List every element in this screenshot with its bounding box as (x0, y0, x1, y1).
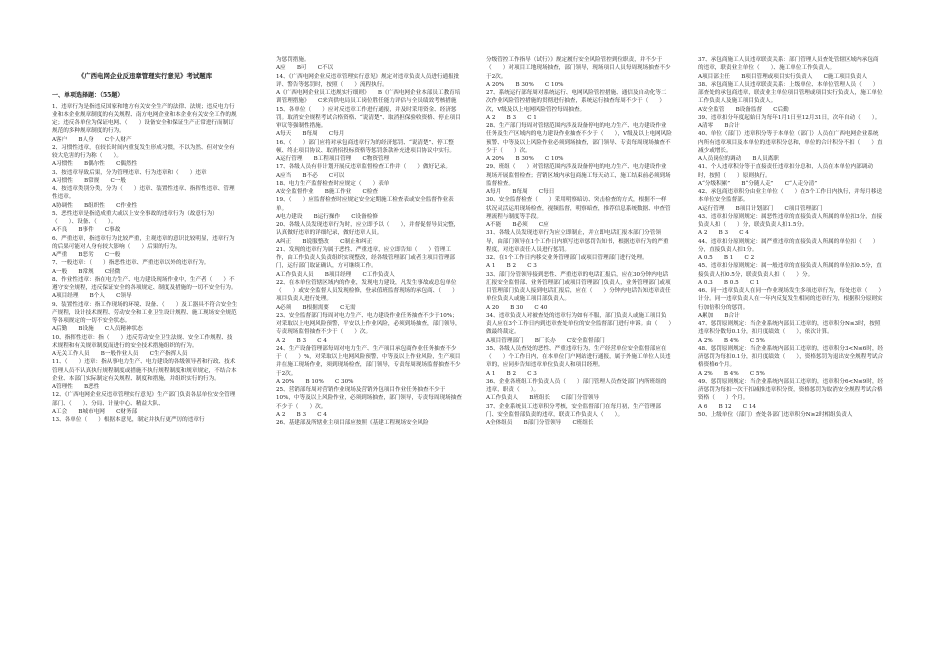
question-text: 47、惩罚原则规定：当企业系统内部员工违章的，违章积分N≤3时，按照违章积分数每0.1分，扣月度绩效（ ），依次计算。 (698, 321, 881, 336)
question-text: 22、在本单位管辖区域内的作业，发现电力建设，凡发生事故或总包单位（ ）或安全监督人员发现检修，登录值班监督现场的承包商、（ ）项目负责人进行处理。 (276, 279, 458, 303)
answer-options: A应 B可 C不以 (276, 65, 334, 72)
question-text: 分级管控工作指导（试行）》规定履行安全风险管控到位职责，并不少于（ ）对项目工地现场抽查，部门领导，现场项目人员每周现场抽查不少于2次。 (486, 57, 671, 80)
question-text: 27、系统运行部每周对系统运行、电网风险管控措施、通信及自动化等二次作业风险管控措施的贯彻进行抽查，系统运行抽查每周不少于（ ）次，V级及以上电网风险管控每周抽查。 (486, 90, 667, 113)
answer-options: A 6 B 12 C 14 (698, 403, 756, 410)
answer-options: A 20% B 30% C 10% (486, 156, 564, 162)
answer-options: A不良 B事件 C事故 (52, 227, 121, 234)
answer-options: A 1 B 2 C 3 (486, 263, 537, 270)
question-text: 24、生产设备管理部每周对电力生产、生产项目承包商作业任务抽查不少于（ ）%，对采取以上电网风险预警，中等及以上作业风险，生产项目并在施工现场作业，须到现场检查，部门领导，专责每周现场监督抽查不少于2次。 (276, 345, 461, 377)
question-text: 18、电力生产监督检查时应规定（ ）表单 (276, 180, 390, 187)
answer-options: A项目部主任 B项目管理或项目实行负责人 C施工项目负责人 (698, 73, 868, 80)
answer-options: A 20 B 30 C 40 (486, 304, 548, 311)
question-text: 15、各单位（ ）应对反违章工作进行通报，并及时采用资金、经济惩罚。取消安全规程考试合格资格、“说清楚”、取消担保验收资格、停止项目审议等强制性措施。 (276, 106, 461, 129)
answer-options: A安全监管 B设备监督 C后勤 (698, 106, 789, 113)
question-text: 44、违章扣分原则规定：属严重违章的直接负责人所属的单位扣（ ）分，直接负责人扣1分。 (698, 238, 879, 253)
question-text: 46、同一违章负责人在同一作业现场发生多项违章行为，每处违章（ ）计分。同一违章负责人在一年内反复发生相同的违章行为，根据积分原则实行加倍积分的惩罚。 (698, 288, 883, 311)
question-text: 14、《广西电网企业反违章管理实行意见》规定对违章负责人员进行通报批评、警告等惩罚时，按照（ ）流程执行。 (276, 73, 460, 88)
answer-options: A不能 B必须 C应 (486, 222, 549, 228)
question-text: 43、违章扣分原则规定：属恶性违章的直接负责人所属的单位扣3分，直接负责人扣（ ）分，联责负责人扣1.5分。 (698, 213, 883, 228)
answer-options: A 20% B 30% C 10% (486, 81, 564, 88)
answer-options: A累加 B合计 (698, 312, 740, 319)
answer-options: A“分级积累” B“分随人走” C“人走分清” (698, 180, 818, 187)
column-4 (698, 56, 884, 419)
answer-options: A 2 B 3 C 4 (698, 230, 749, 237)
answer-options: A 2% B 4% C 5% (698, 370, 765, 377)
answer-options: A 0.3 B 0.5 C 1 (698, 279, 760, 286)
question-text: 30、安全监督检查（ ）采用明察暗访、突击检查的方式，根据不一样状况灵活运用现场检查，视频监督，明察暗查，推荐信息系统数据、申查管理流程与制度等手段。 (486, 197, 671, 220)
question-text: 8、作业性违章：指在电力生产、电力建设现场作业中，生产者（ ）不遵守安全规程，违反保证安全的各项规定、制度及措施的一切不安全行为。 (52, 276, 237, 291)
answer-options: A清零 B合计 (698, 123, 740, 129)
answer-options: A每天 B每周 C每月 (276, 131, 345, 138)
answer-options: A无关工作人员 B一般作业人员 C生产指挥人员 (52, 351, 188, 357)
question-text: 5、恶性违章是指造成重大或以上安全事故的违章行为（故意行为）（ ）、设备、（ ）。 (52, 210, 218, 225)
answer-options: A管理性 B恶性 (52, 384, 100, 390)
question-text: 42、承包商违章积分由业主单位（ ）在5个工作日内执行，并每月移送本单位安全监督部。 (698, 189, 883, 204)
answer-options: A项目管理部门 B厂长办 C安全监督部门 (486, 337, 605, 344)
question-text: 28、生产部门每周对管辖范围内涉及设备停电的电力生产、电力建设作业任务及生产区域内的电力建设作业抽查不少于（ ），V级及以上电网风险预警、中等及以上风险作业必须到场抽查，部门领导、专责每周现场抽查不少于（ ）次。 (486, 123, 672, 154)
answer-options: A电力建设 B运行操作 C设备检修 (276, 213, 378, 220)
answer-options: A应当 B不必 C可以 (276, 172, 345, 179)
column-1-content (52, 103, 238, 425)
question-text: 17、各级人员有非计划开展反违章监督检查工作并（ ）做好记录。 (276, 164, 451, 171)
question-text: 45、违章扣分原则规定：属一般违章的直接负责人所属的单位扣0.5分，直接负责人扣0.5分，联责负责人扣（ ）分。 (698, 263, 882, 278)
answer-options: A必须 B根据需要 C无需 (276, 304, 356, 311)
question-text: 9、装置性违章：指工作现场的环境、设备、（ ）及工器具不符合安全生产规程，设计技术规程、劳动安全和工业卫生设计规程、施工现场安全规范等各项规定的一切不安全状态。 (52, 301, 238, 324)
question-text: 31、各级人员发现违章行为应立即制止，并立即电话汇报本部门分管领导，由部门领导在1个工作日内填写违章惩罚告知书，根据违章行为的严重程度，对违章责任人员进行惩罚。 (486, 230, 669, 253)
question-text: 4、按违章类别分类，分为（ ）违章、装置性违章、指挥性违章、管理性违章。 (52, 186, 235, 201)
answer-options: A后勤 B设施 C人员精神状态 (52, 326, 143, 333)
answer-options: A习惯性 B常规 C一般 (52, 177, 126, 184)
answer-options: A《广西电网企业员工违规实行细则》 B《广西电网企业本部员工教育培训管理措施》 C来宾供电局员工岗位胜任能力评估与全员绩效考核措施 (276, 90, 461, 105)
answer-options: A严重 B恶劣 C一般 (52, 252, 121, 258)
answer-options: A人员岗位的调动 B人员离职 (698, 156, 779, 162)
column-3 (486, 56, 672, 427)
question-text: 23、安全监督部门每周对电力生产、电力建设作业任务抽查不少于10%；对采取以上电网风险预警，平安以上作业风险，必须到场抽查，部门领导，专责现场监督抽查不少于（ ）次。 (276, 312, 461, 336)
answer-options: A全体组员 B部门分管领导 C班组长 (486, 420, 594, 426)
question-text: 13、各单位（ ）根据本意见，制定并执行更严厉的违章行 (52, 417, 205, 423)
question-text: 11、（ ）违章：指从事电力生产、电力建设的各级领导者和行政、技术管理人员不认真执行规程制度或措施不执行规程制度和规章规定，不结合本企业、本部门实际制定有关规程、制度和措施，并组织实行的行为。 (52, 359, 237, 382)
question-text: 21、发现的违章行为属于恶性、严重违章，应立即告知（ ）管理工作，由工作负责人负责组织实现整改，经各级管理部门或者主项目管理部门，运行部门取证确认，方可继续工作。 (276, 246, 456, 270)
question-text: 32、在1个工作日内移交业务管理部门或项目管理部门进行处理。 (486, 255, 648, 261)
question-text: 36、企业各班组工作负责人员（ ）部门管理人员查处部门内所班组的违章，职责（ ）。 (486, 378, 667, 393)
question-text: 29、班组（ ）对管辖范围内涉及设备停电的电力生产、电力建设作业现场开展监督检查；营销区域内承包商施工每天动工，施工结束前必须到场监督检查。 (486, 164, 671, 187)
question-text: 6、严重违章，指违章行为比较严重，主观违章的意识比较明显，违章行为的后果可能对人身有较大影响（ ）后果的行为。 (52, 235, 235, 250)
answer-options: A每月 B每周 C每日 (486, 189, 555, 195)
answer-options: A客户 B人身 C个人财产 (52, 136, 132, 143)
answer-options: A 1 B 2 C 3 (486, 370, 537, 377)
answer-options: A 20% B 10% C 30% (276, 378, 354, 385)
question-text: 33、部门分管领导接到恶性、严重违章的电话汇报后，应在30分钟内电话汇报安全监督部、业务管理部门或项目管理部门负责人，业务管理部门或项目管理部门负责人接到电话汇报后，应在（ ）分钟内电话告知违章责任单位负责人或施工项目部负责人。 (486, 271, 671, 303)
question-text: 26、基建部及所辖业主项目部应按照《基建工程现场安全风险 (276, 420, 429, 426)
answer-options: A工作负责人员 B项目经理 C工作负责人 (276, 271, 395, 278)
column-4-content (698, 56, 884, 419)
answer-options: A运行管理 B工程项目管理 C物资管理 (276, 156, 390, 162)
question-text: 1、违章行为是指违反国家和地方有关安全生产的法律、法规；违反电力行业和本企业规章制度的有关规程、南方电网企业和本企业有关安全工作的规定；违反各单位为保证电网、（ ）设备安全和保证生产正常进行而制订规范的多种规章制度的行为。 (52, 103, 237, 135)
column-3-content (486, 56, 672, 427)
question-text: 10、指挥性违章：指（ ）违反劳动安全卫生法规、安全工作规程、技术规程和有关规章制度而进行的安全技术措施组织的行为。 (52, 334, 233, 349)
answer-options: A 0.5 B 1 C 2 (698, 255, 755, 261)
column-1 (52, 62, 238, 424)
question-text: 3、按违章导致后果，分为管理违章、行为违章和（ ）违章 (52, 169, 207, 176)
answer-options: A一般 B常规 C轻微 (52, 268, 121, 275)
question-text: 25、营销部每周对营销作业现场及营销外包项目作业任务抽查不少于10%，中等及以上风险作业，必须到场抽查，部门领导，专责每周现场抽查不少于（ ）次。 (276, 387, 462, 410)
answer-options: A协调性 B组织性 C作业性 (52, 202, 138, 209)
column-2 (276, 56, 462, 427)
section-heading: 一、单项选择题：（55题） (52, 92, 124, 100)
answer-options: A安全监督作业 B施工作业 C检查 (276, 189, 378, 195)
question-text: 50、上级单位（部门）查处各部门违章积分N≥2时相组负责人 (698, 411, 853, 418)
answer-options: A 2 B 3 C 1 (486, 114, 537, 121)
question-text: 7、一般违章：（ ）指恶性违章、严重违章以外的违章行为。 (52, 260, 210, 267)
answer-options: A工作负责人 B班组长 C部门分管领导 (486, 395, 600, 402)
answer-options: A 2 B 3 C 4 (276, 337, 327, 344)
question-text: 38、承包商施工人员违章联责关系：上级单位、本单位管理人员（ ）部查处的承包商违章，联责业主单位项目管理或项目实行负责人，施工单位工作负责人及施工项目负责人。 (698, 81, 883, 105)
answer-options: A运行管理 B项目计划部门 C项目管理部门 (698, 205, 823, 212)
question-text: 2、习惯性违章，在较长时间内重复发生形成习惯，不以为然、但对安全有较大危害的行为称（ ）。 (52, 144, 235, 159)
question-text: 39、违章扣分年度起始日为每年1月1日至12月31日，次年自动（ ）。 (698, 114, 881, 121)
question-text: 37、企业系统员工违章积分考核，安全监督部门在每月初，生产管理部门、安全监督部负责的违章，联责工作负责人（ ）。 (486, 403, 661, 418)
answer-options: A工会 B城市电网 C财务部 (52, 408, 138, 415)
document-title: 《广西电网企业反违章管理实行意见》考试题库 (77, 72, 213, 80)
question-text: 49、惩罚原则规定：当企业系统内部员工违章的，违章积分6<N≤9时，经济惩罚为每扣一次干扣减推违章积分资，资格惩罚为取消安全规程考试合格资格（ ）个月。 (698, 378, 884, 402)
question-text: 20、各级人员发现违章行为时，应立即予以（ ），并督促督导员完整，认真做好违章的详细纪录，做好违章人员。 (276, 222, 460, 237)
question-text: 37、承包商施工人员违章联责关系：部门管理人员查处管辖区域内承包商的违章，联责业主单位（ ）、施工单位工作负责人。 (698, 57, 879, 72)
answer-options: A 2% B 4% C 5% (698, 337, 765, 344)
answer-options: A 2 B 3 C 4 (276, 411, 327, 418)
question-text: 41、个人违章积分等于直接责任违章扣分总和，人员在本单位内部调动时，按照（ ）原则执行。 (698, 164, 873, 179)
answer-options: A习惯性 B偶尔性 C偶然性 (52, 161, 138, 168)
column-2-content (276, 56, 462, 427)
question-text: 35、各级人员查处的恶性、严重违章行为，生产经营单位安全监督部应在（ ）个工作日内，在本单位门户网站进行通报，属于外施工单位人员违章的，应同步告知违章单位负责人和项目经理。 (486, 345, 671, 369)
question-text: 19、（ ）应监督检查时应规定安全定期施工检查表或安全监督作业表单。 (276, 197, 454, 212)
question-text: 34、违章负责人对被查处的违章行为如有不服，部门负责人或施工项目负责人应在3个工作日内到违章查处单位的安全监督部门进行申诉。由（ ）做最终裁定。 (486, 312, 672, 336)
question-text: 48、惩罚原则规定：当企业系统内部员工违章的，违章积分3<N≤6时，经济惩罚为每扣0.1分，扣月度绩效（ ），资格惩罚为退出安全规程考试合格资格6个月。 (698, 345, 884, 369)
answer-options: A纠正 B说服整改 C制止和纠正 (276, 238, 373, 245)
question-text: 40、单位（部门）违章积分等于本单位（部门）人员在广西电网企业系统内所有违章项目及本单位的违章积分总和，单位的合计积分不扣（ ）直减少或增长。 (698, 131, 883, 154)
question-text: 12、《广西电网企业反违章管理实行意见》生产部门负责各层单位安全管理部门、（ ）、分局、计量中心、精益大队、 (52, 392, 236, 407)
question-text: 16、（ ）部门应将对承包商违章行为的经济惩罚、“说清楚”、停工整顿、终止项目协议、取消招投标资格等惩罚条款补充进项目协议中实行。 (276, 139, 456, 154)
question-text: 为惩罚措施。 (276, 57, 310, 63)
answer-options: A项目经理 B个人 C领导 (52, 293, 132, 300)
